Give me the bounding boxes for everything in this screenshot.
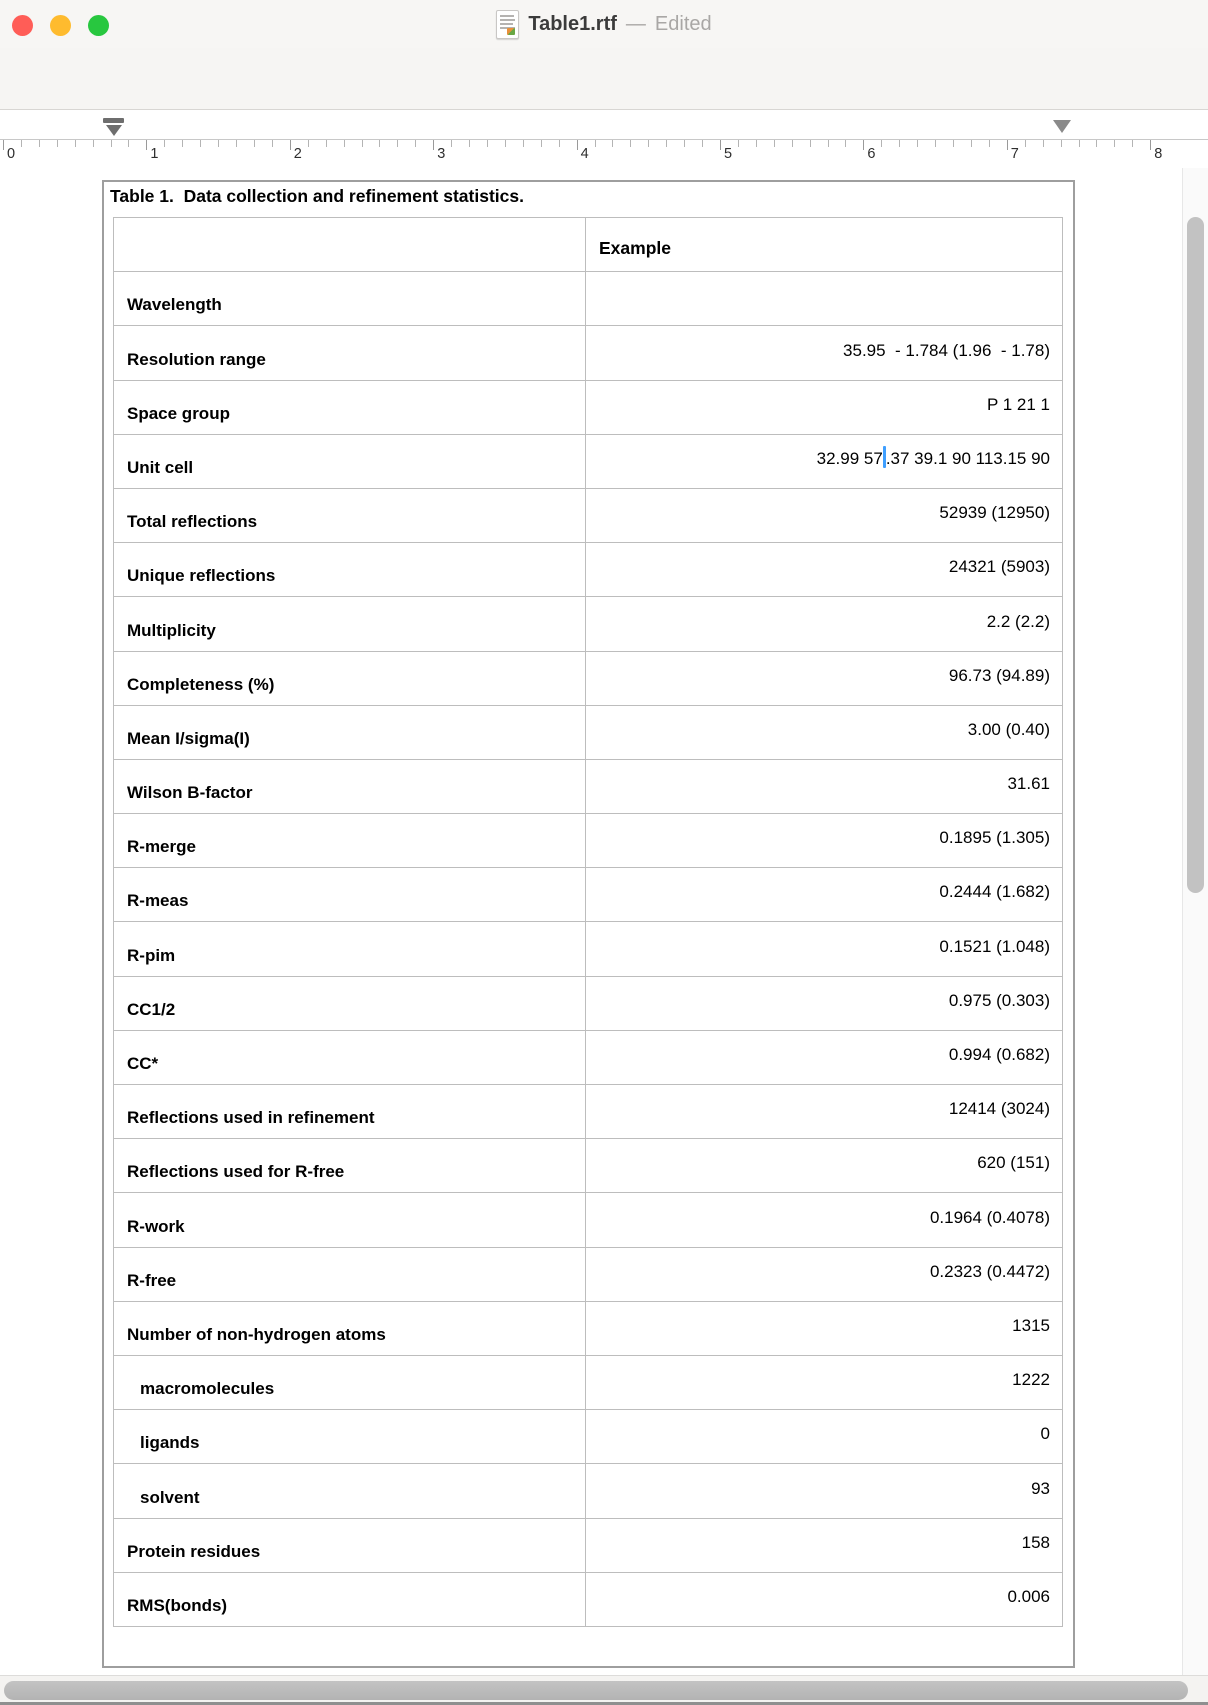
row-value[interactable]: 3.00 (0.40): [586, 705, 1063, 759]
row-label[interactable]: Space group: [114, 380, 586, 434]
table-row: [114, 272, 1063, 326]
row-label[interactable]: Protein residues: [114, 1518, 586, 1572]
row-label[interactable]: Unique reflections: [114, 543, 586, 597]
table-row: [114, 976, 1063, 1030]
row-value[interactable]: 2.2 (2.2): [586, 597, 1063, 651]
ruler-minor-tick: [648, 140, 649, 147]
ruler-number: 4: [580, 146, 589, 162]
ruler-minor-tick: [21, 140, 22, 147]
ruler-minor-tick: [612, 140, 613, 147]
table-row: [114, 651, 1063, 705]
row-label[interactable]: R-merge: [114, 814, 586, 868]
ruler-number: 7: [1010, 146, 1019, 162]
row-label[interactable]: R-work: [114, 1193, 586, 1247]
ruler-baseline: [0, 139, 1208, 140]
ruler-minor-tick: [756, 140, 757, 147]
ruler-minor-tick: [935, 140, 936, 147]
ruler-number: 3: [437, 146, 446, 162]
ruler-minor-tick: [953, 140, 954, 147]
row-label[interactable]: Multiplicity: [114, 597, 586, 651]
row-label[interactable]: CC*: [114, 1030, 586, 1084]
ruler-inch-tick: [863, 140, 864, 150]
edited-status: Edited: [654, 12, 712, 35]
ruler-minor-tick: [487, 140, 488, 147]
ruler: [0, 110, 1208, 168]
row-label[interactable]: Resolution range: [114, 326, 586, 380]
table-row: [114, 1464, 1063, 1518]
row-value[interactable]: 158: [586, 1518, 1063, 1572]
ruler-minor-tick: [57, 140, 58, 147]
ruler-minor-tick: [559, 140, 560, 147]
row-label[interactable]: macromolecules: [114, 1355, 586, 1409]
document-page[interactable]: [0, 168, 1182, 1675]
row-value[interactable]: 96.73 (94.89): [586, 651, 1063, 705]
ruler-minor-tick: [200, 140, 201, 147]
ruler-minor-tick: [989, 140, 990, 147]
ruler-minor-tick: [218, 140, 219, 147]
table-frame: [102, 180, 1075, 1668]
row-value[interactable]: P 1 21 1: [586, 380, 1063, 434]
ruler-minor-tick: [684, 140, 685, 147]
row-value[interactable]: 32.99 57 .37 39.1 90 113.15 90: [586, 434, 1063, 488]
row-label[interactable]: Mean I/sigma(I): [114, 705, 586, 759]
table-row: [114, 488, 1063, 542]
row-value[interactable]: 0: [586, 1410, 1063, 1464]
row-value[interactable]: 0.006: [586, 1572, 1063, 1626]
ruler-minor-tick: [1079, 140, 1080, 147]
row-label[interactable]: solvent: [114, 1464, 586, 1518]
header-value-cell[interactable]: Example: [586, 218, 1063, 272]
ruler-inch-tick: [1007, 140, 1008, 150]
row-value[interactable]: 35.95 - 1.784 (1.96 - 1.78): [586, 326, 1063, 380]
ruler-minor-tick: [1061, 140, 1062, 147]
row-label[interactable]: R-pim: [114, 922, 586, 976]
ruler-minor-tick: [362, 140, 363, 147]
row-value[interactable]: 93: [586, 1464, 1063, 1518]
table-row: [114, 759, 1063, 813]
ruler-minor-tick: [182, 140, 183, 147]
ruler-minor-tick: [1025, 140, 1026, 147]
ruler-number: 8: [1154, 146, 1163, 162]
ruler-inch-tick: [1150, 140, 1151, 150]
table-row: [114, 868, 1063, 922]
ruler-minor-tick: [308, 140, 309, 147]
row-value[interactable]: 620 (151): [586, 1139, 1063, 1193]
ruler-minor-tick: [774, 140, 775, 147]
ruler-minor-tick: [971, 140, 972, 147]
vertical-scrollbar-track[interactable]: [1182, 168, 1208, 1675]
ruler-minor-tick: [254, 140, 255, 147]
ruler-number: 1: [150, 146, 159, 162]
left-indent-marker[interactable]: [103, 118, 124, 142]
row-label[interactable]: Completeness (%): [114, 651, 586, 705]
row-value[interactable]: 1315: [586, 1301, 1063, 1355]
row-label[interactable]: R-free: [114, 1247, 586, 1301]
right-indent-marker[interactable]: [1053, 120, 1071, 133]
ruler-minor-tick: [505, 140, 506, 147]
ruler-minor-tick: [1096, 140, 1097, 147]
ruler-minor-tick: [128, 140, 129, 147]
row-value[interactable]: 1222: [586, 1355, 1063, 1409]
ruler-inch-tick: [577, 140, 578, 150]
ruler-number: 0: [7, 146, 16, 162]
table-row: [114, 705, 1063, 759]
title-bar: [0, 0, 1208, 48]
ruler-minor-tick: [272, 140, 273, 147]
row-label[interactable]: ligands: [114, 1410, 586, 1464]
ruler-minor-tick: [792, 140, 793, 147]
ruler-minor-tick: [845, 140, 846, 147]
ruler-minor-tick: [523, 140, 524, 147]
row-label[interactable]: CC1/2: [114, 976, 586, 1030]
document-proxy-icon[interactable]: [496, 10, 519, 39]
ruler-inch-tick: [720, 140, 721, 150]
ruler-inch-tick: [433, 140, 434, 150]
ruler-minor-tick: [738, 140, 739, 147]
ruler-minor-tick: [630, 140, 631, 147]
ruler-minor-tick: [236, 140, 237, 147]
ruler-minor-tick: [810, 140, 811, 147]
ruler-minor-tick: [326, 140, 327, 147]
ruler-minor-tick: [881, 140, 882, 147]
ruler-minor-tick: [1132, 140, 1133, 147]
statistics-table: [113, 217, 1063, 1627]
table-row: [114, 597, 1063, 651]
horizontal-scrollbar-thumb[interactable]: [4, 1681, 1188, 1700]
ruler-minor-tick: [75, 140, 76, 147]
row-label[interactable]: Reflections used in refinement: [114, 1085, 586, 1139]
row-value[interactable]: 24321 (5903): [586, 543, 1063, 597]
table-row: [114, 1301, 1063, 1355]
row-value[interactable]: 0.1964 (0.4078): [586, 1193, 1063, 1247]
row-value[interactable]: 52939 (12950): [586, 488, 1063, 542]
table-header-row: [114, 218, 1063, 272]
ruler-minor-tick: [828, 140, 829, 147]
row-value[interactable]: 0.1521 (1.048): [586, 922, 1063, 976]
ruler-minor-tick: [93, 140, 94, 147]
row-label[interactable]: Unit cell: [114, 434, 586, 488]
ruler-minor-tick: [666, 140, 667, 147]
row-value[interactable]: 0.1895 (1.305): [586, 814, 1063, 868]
ruler-minor-tick: [899, 140, 900, 147]
format-toolbar: [0, 48, 1208, 110]
table-row: [114, 1518, 1063, 1572]
vertical-scrollbar-thumb[interactable]: [1187, 217, 1204, 893]
ruler-minor-tick: [469, 140, 470, 147]
ruler-number: 2: [293, 146, 302, 162]
table-row: [114, 1355, 1063, 1409]
row-label[interactable]: Wilson B-factor: [114, 759, 586, 813]
row-label[interactable]: Reflections used for R-free: [114, 1139, 586, 1193]
table-row: [114, 434, 1063, 488]
ruler-inch-tick: [146, 140, 147, 150]
table-row: [114, 1139, 1063, 1193]
horizontal-scrollbar-track[interactable]: [0, 1675, 1208, 1705]
table-row: [114, 1030, 1063, 1084]
row-value[interactable]: 0.994 (0.682): [586, 1030, 1063, 1084]
table-row: [114, 1572, 1063, 1626]
ruler-minor-tick: [379, 140, 380, 147]
table-row: [114, 1247, 1063, 1301]
table-row: [114, 814, 1063, 868]
table-row: [114, 922, 1063, 976]
ruler-minor-tick: [344, 140, 345, 147]
table-row: [114, 1193, 1063, 1247]
table-caption[interactable]: Table 1. Data collection and refinement statistics.: [110, 186, 524, 206]
ruler-minor-tick: [39, 140, 40, 147]
row-label[interactable]: R-meas: [114, 868, 586, 922]
table-row: [114, 1410, 1063, 1464]
ruler-inch-tick: [3, 140, 4, 150]
ruler-minor-tick: [451, 140, 452, 147]
row-label[interactable]: Total reflections: [114, 488, 586, 542]
row-label[interactable]: RMS(bonds): [114, 1572, 586, 1626]
window-title: Table1.rtf: [528, 12, 617, 35]
ruler-minor-tick: [917, 140, 918, 147]
row-label[interactable]: Number of non-hydrogen atoms: [114, 1301, 586, 1355]
row-value[interactable]: 31.61: [586, 759, 1063, 813]
row-label[interactable]: Wavelength: [114, 272, 586, 326]
table-row: [114, 326, 1063, 380]
row-value[interactable]: [586, 272, 1063, 326]
title-separator: —: [625, 12, 646, 35]
ruler-minor-tick: [415, 140, 416, 147]
table-row: [114, 1085, 1063, 1139]
row-value[interactable]: 0.2323 (0.4472): [586, 1247, 1063, 1301]
ruler-number: 5: [724, 146, 733, 162]
ruler-minor-tick: [1114, 140, 1115, 147]
ruler-minor-tick: [702, 140, 703, 147]
ruler-minor-tick: [541, 140, 542, 147]
table-row: [114, 543, 1063, 597]
row-value[interactable]: 0.975 (0.303): [586, 976, 1063, 1030]
ruler-number: 6: [867, 146, 876, 162]
row-value[interactable]: 0.2444 (1.682): [586, 868, 1063, 922]
ruler-minor-tick: [595, 140, 596, 147]
ruler-minor-tick: [397, 140, 398, 147]
row-value[interactable]: 12414 (3024): [586, 1085, 1063, 1139]
ruler-minor-tick: [164, 140, 165, 147]
ruler-inch-tick: [290, 140, 291, 150]
header-empty-cell[interactable]: [114, 218, 586, 272]
ruler-minor-tick: [1043, 140, 1044, 147]
table-row: [114, 380, 1063, 434]
